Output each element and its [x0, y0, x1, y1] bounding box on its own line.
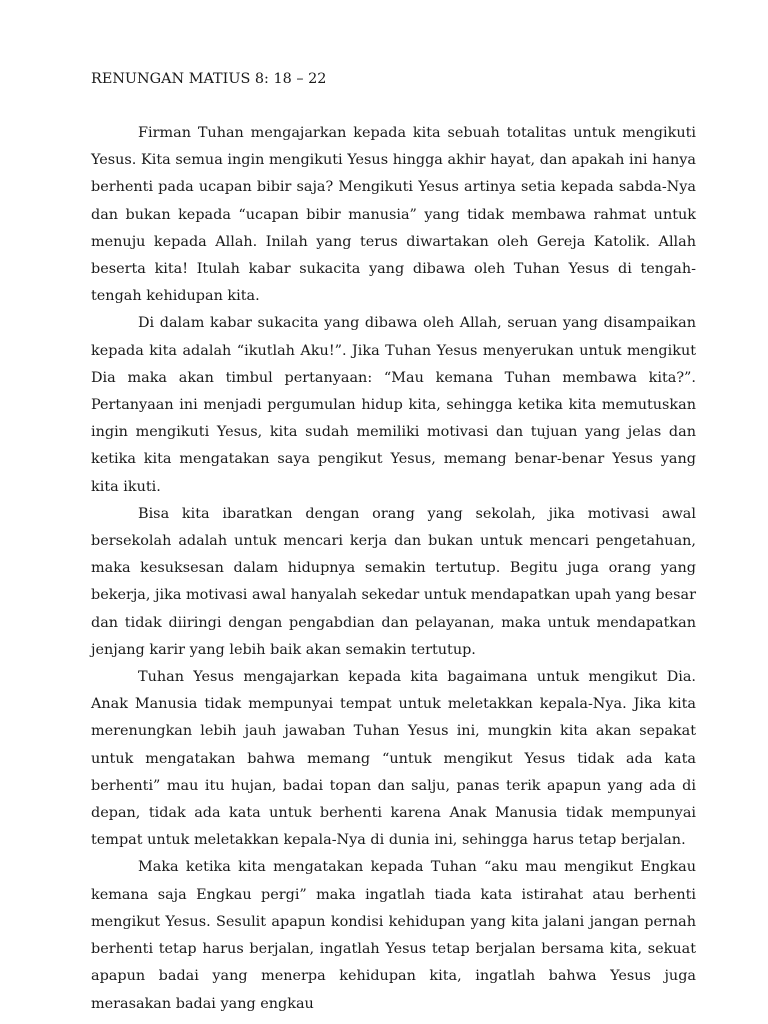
paragraph-5: Maka ketika kita mengatakan kepada Tuhan “aku mau mengikut Engkau kemana saja Engkau pergi” maka ingatlah tiada kata istirahat atau berhenti mengikut Yesus. Sesulit apapun kondisi kehidupan yang kita jalani jangan pernah berhenti tetap harus berjalan, ingatlah Yesus tetap berjalan bersama kita, sekuat apapun badai yang menerpa kehidupan kita, ingatlah bahwa Yesus juga merasakan badai yang engkau — [91, 859, 696, 1012]
paragraph-2: Di dalam kabar sukacita yang dibawa oleh Allah, seruan yang disampaikan kepada kita adalah “ikutlah Aku!”. Jika Tuhan Yesus menyerukan untuk mengikut Dia maka akan timbul pertanyaan: “Mau kemana Tuhan membawa kita?”. Pertanyaan ini menjadi pergumulan hidup kita, sehingga ketika kita memutuskan ingin mengikuti Yesus, kita sudah memiliki motivasi dan tujuan yang jelas dan ketika kita mengatakan saya pengikut Yesus, memang benar-benar Yesus yang kita ikuti. — [91, 315, 696, 495]
document-title: RENUNGAN MATIUS 8: 18 – 22 — [91, 71, 327, 87]
paragraph-3: Bisa kita ibaratkan dengan orang yang sekolah, jika motivasi awal bersekolah adalah untuk mencari kerja dan bukan untuk mencari pengetahuan, maka kesuksesan dalam hidupnya semakin tertutup. Begitu juga orang yang bekerja, jika motivasi awal hanyalah sekedar untuk mendapatkan upah yang besar dan tidak diiringi dengan pengabdian dan pelayanan, maka untuk mendapatkan jenjang karir yang lebih baik akan semakin tertutup. — [91, 505, 696, 658]
paragraph-1: Firman Tuhan mengajarkan kepada kita sebuah totalitas untuk mengikuti Yesus. Kita semua ingin mengikuti Yesus hingga akhir hayat, dan apakah ini hanya berhenti pada ucapan bibir saja? Mengikuti Yesus artinya setia kepada sabda-Nya dan bukan kepada “ucapan bibir manusia” yang tidak membawa rahmat untuk menuju kepada Allah. Inilah yang terus diwartakan oleh Gereja Katolik. Allah beserta kita! Itulah kabar sukacita yang dibawa oleh Tuhan Yesus di tengah-tengah kehidupan kita. — [91, 125, 696, 305]
paragraph-4: Tuhan Yesus mengajarkan kepada kita bagaimana untuk mengikut Dia. Anak Manusia tidak mempunyai tempat untuk meletakkan kepala-Nya. Jika kita merenungkan lebih jauh jawaban Tuhan Yesus ini, mungkin kita akan sepakat untuk mengatakan bahwa memang “untuk mengikut Yesus tidak ada kata berhenti” mau itu hujan, badai topan dan salju, panas terik apapun yang ada di depan, tidak ada kata untuk berhenti karena Anak Manusia tidak mempunyai tempat untuk meletakkan kepala-Nya di dunia ini, sehingga harus tetap berjalan. — [91, 669, 696, 849]
